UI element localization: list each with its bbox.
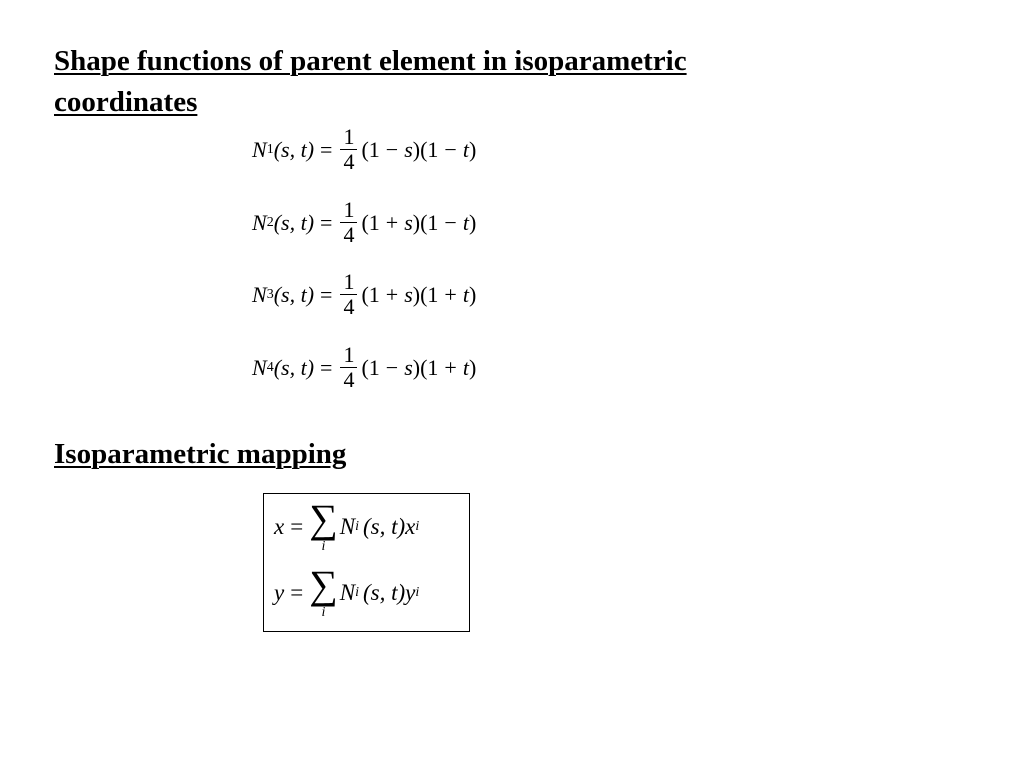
equals-sign: = xyxy=(320,209,333,235)
function-arguments: (s, t) xyxy=(273,354,315,380)
function-arguments: (s, t) xyxy=(273,281,315,307)
function-arguments: (s, t) xyxy=(362,580,406,605)
function-subscript: 2 xyxy=(266,214,274,230)
factor-open: (1 xyxy=(420,281,439,307)
factor-operator: + xyxy=(385,281,399,307)
function-symbol: N xyxy=(339,580,356,605)
shape-function-equation-2 xyxy=(252,198,476,247)
equals-sign: = xyxy=(320,354,333,380)
function-arguments: (s, t) xyxy=(273,209,315,235)
factor-operator: + xyxy=(385,209,399,235)
factor-operator: − xyxy=(444,136,457,162)
factor-operator: − xyxy=(385,354,399,380)
fraction-denominator: 4 xyxy=(343,294,355,319)
factor-open: (1 xyxy=(420,354,439,380)
fraction-numerator: 1 xyxy=(340,125,357,150)
factor-close: ) xyxy=(468,209,477,235)
shape-function-equation-4 xyxy=(252,343,476,392)
equals-sign: = xyxy=(290,580,304,605)
factor-variable: t xyxy=(462,209,469,235)
factor-variable: t xyxy=(462,354,469,380)
nodal-coordinate: x xyxy=(405,514,416,539)
factor-variable: t xyxy=(462,136,469,162)
factor-close: ) xyxy=(412,281,421,307)
shape-function-equation-1 xyxy=(252,125,476,174)
equals-sign: = xyxy=(320,281,333,307)
fraction xyxy=(340,343,357,392)
nodal-coordinate-subscript: i xyxy=(415,585,420,600)
factor-open: (1 xyxy=(361,136,380,162)
summation-sign: ∑ xyxy=(309,496,338,541)
function-symbol: N xyxy=(252,354,267,380)
factor-open: (1 xyxy=(420,136,439,162)
factor-close: ) xyxy=(468,136,477,162)
fraction xyxy=(340,125,357,174)
summation-index: i xyxy=(321,605,326,620)
fraction-numerator: 1 xyxy=(340,198,357,223)
fraction-numerator: 1 xyxy=(340,343,357,368)
factor-variable: s xyxy=(404,136,413,162)
fraction-denominator: 4 xyxy=(343,222,355,247)
factor-open: (1 xyxy=(420,209,439,235)
factor-close: ) xyxy=(412,209,421,235)
factor-operator: + xyxy=(444,281,457,307)
factor-variable: s xyxy=(404,281,413,307)
function-arguments: (s, t) xyxy=(362,514,406,539)
factor-close: ) xyxy=(468,354,477,380)
mapping-equations-box xyxy=(263,493,470,632)
factor-open: (1 xyxy=(361,354,380,380)
function-symbol: N xyxy=(252,136,267,162)
lhs-variable: x xyxy=(274,514,285,539)
equals-sign: = xyxy=(320,136,333,162)
section-heading-shape-functions: Shape functions of parent element in isoparametric coordinates xyxy=(54,45,687,118)
fraction xyxy=(340,198,357,247)
shape-function-equation-3 xyxy=(252,270,476,319)
nodal-coordinate: y xyxy=(405,580,416,605)
summation-index: i xyxy=(321,539,326,554)
factor-open: (1 xyxy=(361,209,380,235)
summation-sign: ∑ xyxy=(309,562,338,607)
function-subscript: 3 xyxy=(266,286,274,302)
function-arguments: (s, t) xyxy=(273,136,315,162)
function-subscript: 1 xyxy=(266,141,274,157)
summation xyxy=(309,562,338,620)
factor-operator: − xyxy=(385,136,399,162)
section-heading-isoparametric-mapping: Isoparametric mapping xyxy=(54,438,347,470)
function-subscript: i xyxy=(355,585,359,600)
equals-sign: = xyxy=(290,514,304,539)
summation xyxy=(309,496,338,554)
factor-variable: s xyxy=(404,209,413,235)
function-subscript: 4 xyxy=(266,359,274,375)
function-subscript: i xyxy=(355,519,359,534)
fraction-denominator: 4 xyxy=(343,149,355,174)
factor-operator: − xyxy=(444,209,457,235)
mapping-equation-x xyxy=(274,496,420,554)
factor-operator: + xyxy=(444,354,457,380)
factor-close: ) xyxy=(412,136,421,162)
nodal-coordinate-subscript: i xyxy=(415,519,420,534)
factor-close: ) xyxy=(412,354,421,380)
function-symbol: N xyxy=(252,209,267,235)
fraction-denominator: 4 xyxy=(343,367,355,392)
mapping-equation-y xyxy=(274,562,420,620)
factor-variable: t xyxy=(462,281,469,307)
function-symbol: N xyxy=(339,514,356,539)
lhs-variable: y xyxy=(274,580,285,605)
factor-open: (1 xyxy=(361,281,380,307)
fraction-numerator: 1 xyxy=(340,270,357,295)
factor-close: ) xyxy=(468,281,477,307)
factor-variable: s xyxy=(404,354,413,380)
fraction xyxy=(340,270,357,319)
function-symbol: N xyxy=(252,281,267,307)
